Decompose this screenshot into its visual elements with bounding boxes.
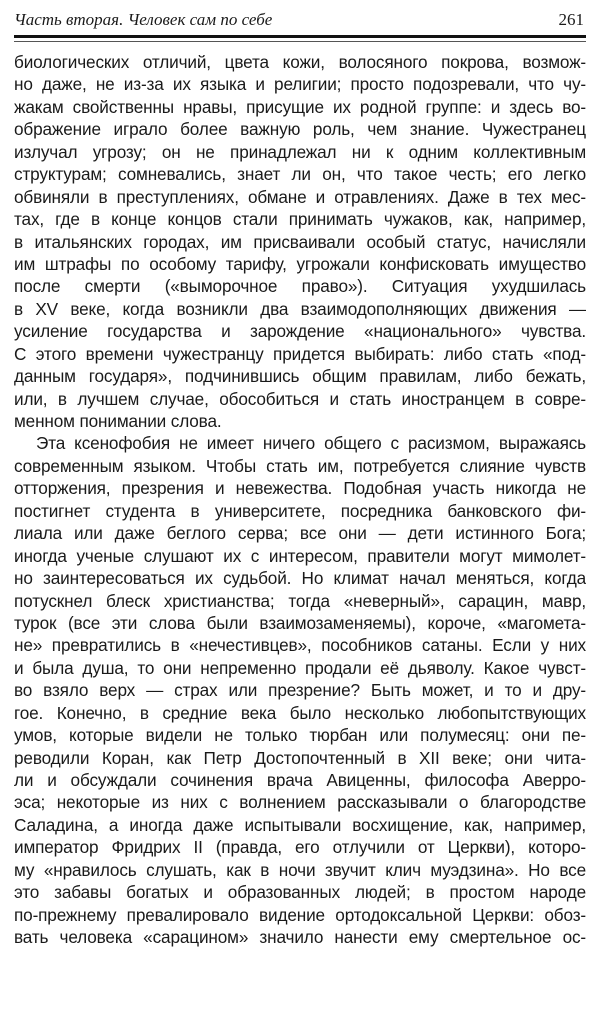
text-line: отторжения, презрения и невежества. Подобная участь никогда не <box>14 478 586 499</box>
page-number: 261 <box>558 10 584 29</box>
text-line: лиала или даже беглого серва; все они — дети истинного Бога; <box>14 523 586 544</box>
text-line: гое. Конечно, в средние века было несколько любопытствующих <box>14 702 586 723</box>
text-line: после смерти («выморочное право»). Ситуация ухудшилась <box>14 276 586 297</box>
text-line: или, в лучшем случае, обособиться и стать иностранцем в совре- <box>14 388 586 409</box>
book-page <box>14 0 586 948</box>
text-line: это забавы богатых и образованных людей; в простом народе <box>14 882 586 903</box>
text-line: С этого времени чужестранцу придется выбирать: либо стать «под- <box>14 343 586 364</box>
text-line: Саладина, а иногда даже испытывали восхищение, как, например, <box>14 814 586 835</box>
text-line: по-прежнему превалировало видение ортодоксальной Церкви: обоз- <box>14 904 586 925</box>
text-line: умов, которые видели не только тюрбан или полумесяц: они пе- <box>14 725 586 746</box>
text-line: ли и обсуждали сочинения врача Авиценны, философа Аверро- <box>14 770 586 790</box>
text-line: жакам свойственны нравы, присущие их родной группе: и здесь во- <box>14 96 586 117</box>
text-line: структурам; сомневались, знает ли он, что такое честь; его легко <box>14 164 586 185</box>
running-head: Часть вторая. Человек сам по себе <box>14 10 273 29</box>
text-line: им штрафы по особому тарифу, угрожали конфисковать имущество <box>14 253 586 274</box>
text-line: во взяло верх — страх или презрение? Быть может, и то и дру- <box>14 680 586 701</box>
text-line: в итальянских городах, им присваивали особый статус, начисляли <box>14 231 586 252</box>
text-line: менном понимании слова. <box>14 411 222 431</box>
text-line: ображение играло более важную роль, чем знание. Чужестранец <box>14 119 586 140</box>
text-line: усиление государства и зарождение «национального» чувства. <box>14 321 586 342</box>
header-rule-thin <box>14 41 586 42</box>
header-rule-thick <box>14 35 586 38</box>
text-line: турок (все эти слова были взаимозаменяемы), короче, «магомета- <box>14 612 586 633</box>
text-line: но заинтересоваться их судьбой. Но климат начал меняться, когда <box>14 568 586 589</box>
paragraph-2 <box>14 432 586 948</box>
page-header <box>14 0 586 36</box>
paragraph-1 <box>14 51 586 432</box>
text-line: биологических отличий, цвета кожи, волосяного покрова, возмож- <box>14 52 586 72</box>
text-line: данным государя», подчинившись общим правилам, либо бежать, <box>14 366 586 387</box>
text-line: реводили Коран, как Петр Достопочтенный в XII веке; они чита- <box>14 747 586 768</box>
text-line: излучал угрозу; он не принадлежал ни к одним коллективным <box>14 141 586 162</box>
text-line: потускнел блеск христианства; тогда «неверный», сарацин, мавр, <box>14 590 586 611</box>
text-line: император Фридрих II (правда, его отлучили от Церкви), которо- <box>14 837 586 858</box>
text-line: не» превратились в «нечестивцев», пособников сатаны. Если у них <box>14 635 586 656</box>
text-line: эса; некоторые из них с волнением рассказывали о благородстве <box>14 792 586 813</box>
text-line: вать человека «сарацином» значило нанести ему смертельное ос- <box>14 927 586 948</box>
body-text <box>14 51 586 949</box>
text-line: постигнет студента в университете, посредника банковского фи- <box>14 500 586 521</box>
text-line: тах, где в конце концов стали принимать чужаков, как, например, <box>14 209 586 230</box>
text-line: и была душа, то они непременно продали её дьяволу. Какое чувст- <box>14 657 586 678</box>
text-line: в XV веке, когда возникли два взаимодополняющих движения — <box>14 298 586 319</box>
text-line: му «нравилось слушать, как в ночи звучит клич муэдзина». Но все <box>14 859 586 880</box>
text-line: но даже, не из-за их языка и религии; просто подозревали, что чу- <box>14 74 586 95</box>
text-line: современным языком. Чтобы стать им, потребуется слияние чувств <box>14 455 586 476</box>
text-line: Эта ксенофобия не имеет ничего общего с расизмом, выражаясь <box>36 433 586 454</box>
text-line: обвиняли в преступлениях, обмане и отравлениях. Даже в тех мес- <box>14 186 586 207</box>
text-line: иногда ученые слушают их с интересом, правители могут мимолет- <box>14 545 586 566</box>
